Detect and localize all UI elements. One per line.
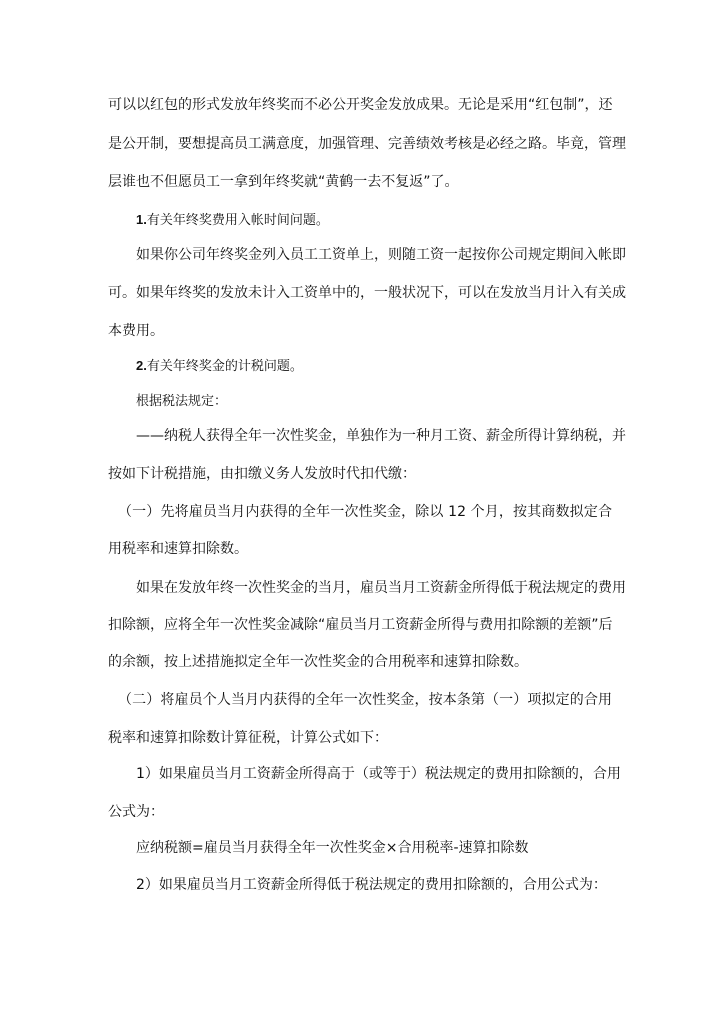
paragraph-line: 层谁也不但愿员工一拿到年终奖就“黄鹤一去不复返”了。: [108, 174, 459, 190]
paragraph-line: 可以以红包的形式发放年终奖而不必公开奖金发放成果。无论是采用“红包制”，还: [108, 97, 613, 113]
paragraph-line: 用税率和速算扣除数。: [108, 541, 248, 557]
paragraph-line: 按如下计税措施，由扣缴义务人发放时代扣代缴：: [108, 466, 416, 482]
paragraph-line: 1）如果雇员当月工资薪金所得高于（或等于）税法规定的费用扣除额的，合用: [136, 766, 621, 782]
paragraph-line: 的余额，按上述措施拟定全年一次性奖金的合用税率和速算扣除数。: [108, 654, 528, 670]
section-heading-2: [136, 356, 612, 377]
formula-line: 应纳税额=雇员当月获得全年一次性奖金×合用税率-速算扣除数: [136, 840, 529, 856]
paragraph-line: 扣除额，应将全年一次性奖金减除“雇员当月工资薪金所得与费用扣除额的差额”后: [108, 617, 613, 633]
paragraph-line: 可。如果年终奖的发放未计入工资单中的，一般状况下，可以在发放当月计入有关成: [108, 285, 626, 301]
paragraph-line: ——纳税人获得全年一次性奖金，单独作为一种月工资、薪金所得计算纳税，并: [136, 428, 626, 444]
paragraph-line: 2）如果雇员当月工资薪金所得低于税法规定的费用扣除额的，合用公式为：: [136, 877, 607, 893]
paragraph-line: 本费用。: [108, 323, 164, 339]
paragraph-line: （二）将雇员个人当月内获得的全年一次性奖金，按本条第（一）项拟定的合用: [118, 692, 612, 708]
paragraph-line: 如果你公司年终奖金列入员工工资单上，则随工资一起按你公司规定期间入帐即: [136, 247, 626, 263]
subheading: 根据税法规定：: [136, 394, 228, 409]
paragraph-line: 如果在发放年终一次性奖金的当月，雇员当月工资薪金所得低于税法规定的费用: [136, 580, 626, 596]
paragraph-line: （一）先将雇员当月内获得的全年一次性奖金，除以 12 个月，按其商数拟定合: [118, 504, 612, 520]
heading-text: 有关年终奖金的计税问题。: [146, 359, 303, 374]
paragraph-line: 是公开制，要想提高员工满意度，加强管理、完善绩效考核是必经之路。毕竟，管理: [108, 136, 626, 152]
section-heading-1: [136, 210, 612, 231]
heading-text: 有关年终奖费用入帐时间问题。: [146, 213, 329, 228]
paragraph-line: 公式为：: [108, 804, 164, 820]
paragraph-line: 税率和速算扣除数计算征税，计算公式如下：: [108, 730, 388, 746]
heading-number: 1.: [136, 212, 147, 227]
heading-number: 2.: [136, 358, 147, 373]
